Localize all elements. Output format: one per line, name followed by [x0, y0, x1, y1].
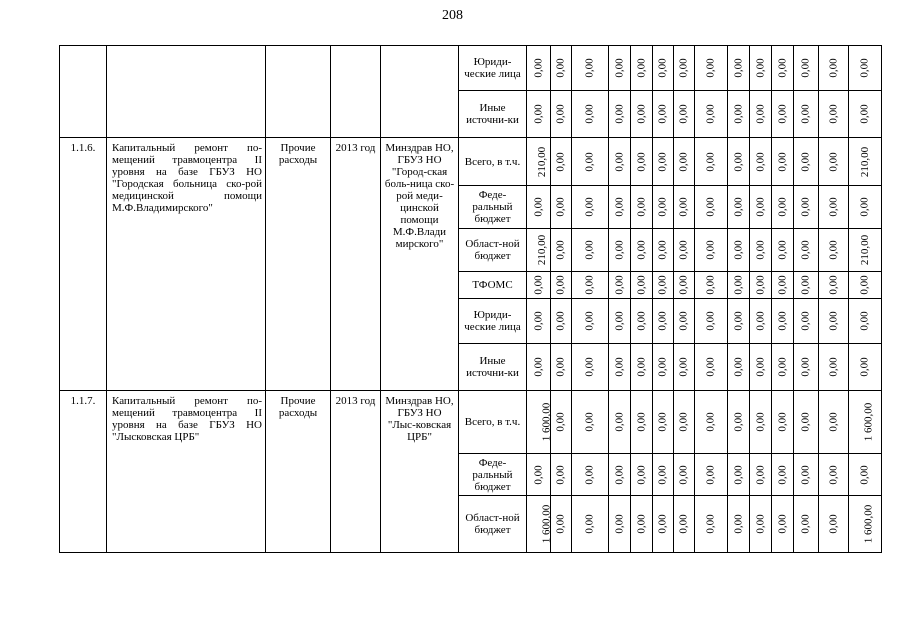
value-cell: 0,00 — [527, 91, 551, 138]
value-cell: 0,00 — [631, 229, 653, 272]
value-cell: 0,00 — [631, 344, 653, 391]
value-cell: 0,00 — [819, 391, 849, 454]
value-cell: 0,00 — [631, 299, 653, 344]
value-cell: 0,00 — [772, 496, 794, 553]
value-cell: 0,00 — [750, 186, 772, 229]
value-cell: 0,00 — [527, 454, 551, 496]
value-cell: 0,00 — [772, 91, 794, 138]
value-cell: 0,00 — [609, 229, 631, 272]
value-cell: 0,00 — [695, 496, 728, 553]
value-cell: 0,00 — [695, 46, 728, 91]
value-cell: 0,00 — [527, 299, 551, 344]
item-year: 2013 год — [331, 138, 381, 391]
value-cell: 0,00 — [728, 91, 750, 138]
value-cell: 0,00 — [551, 391, 572, 454]
value-cell: 0,00 — [728, 299, 750, 344]
value-cell: 0,00 — [772, 229, 794, 272]
value-cell: 0,00 — [750, 454, 772, 496]
value-cell: 0,00 — [695, 91, 728, 138]
value-cell: 1 600,00 — [849, 391, 882, 454]
value-cell: 0,00 — [728, 454, 750, 496]
value-cell: 0,00 — [728, 496, 750, 553]
value-cell: 0,00 — [728, 46, 750, 91]
value-cell: 0,00 — [674, 496, 695, 553]
value-cell: 0,00 — [572, 496, 609, 553]
value-cell: 0,00 — [609, 186, 631, 229]
value-cell: 0,00 — [819, 186, 849, 229]
value-cell: 0,00 — [819, 344, 849, 391]
source-cell: Юриди-ческие лица — [459, 299, 527, 344]
item-executor: Минздрав НО, ГБУЗ НО "Лыс-ковская ЦРБ" — [381, 391, 459, 553]
item-year: 2013 год — [331, 391, 381, 553]
table-row — [60, 46, 882, 91]
value-cell: 0,00 — [750, 299, 772, 344]
value-cell: 0,00 — [674, 454, 695, 496]
value-cell: 0,00 — [551, 272, 572, 299]
value-cell: 0,00 — [728, 344, 750, 391]
value-cell: 0,00 — [728, 391, 750, 454]
value-cell: 0,00 — [750, 46, 772, 91]
value-cell: 0,00 — [772, 186, 794, 229]
value-cell: 0,00 — [572, 138, 609, 186]
table-row — [60, 391, 882, 454]
value-cell: 0,00 — [631, 496, 653, 553]
value-cell: 0,00 — [674, 186, 695, 229]
table-row — [60, 138, 882, 186]
value-cell: 0,00 — [572, 344, 609, 391]
value-cell: 0,00 — [794, 454, 819, 496]
value-cell: 0,00 — [609, 138, 631, 186]
value-cell: 0,00 — [750, 272, 772, 299]
value-cell: 0,00 — [631, 391, 653, 454]
value-cell: 0,00 — [527, 272, 551, 299]
expense-cell — [266, 46, 331, 138]
value-cell: 0,00 — [794, 344, 819, 391]
value-cell: 0,00 — [794, 229, 819, 272]
value-cell: 0,00 — [772, 138, 794, 186]
value-cell: 0,00 — [794, 138, 819, 186]
value-cell: 0,00 — [609, 454, 631, 496]
value-cell: 0,00 — [772, 46, 794, 91]
value-cell: 0,00 — [674, 46, 695, 91]
value-cell: 0,00 — [794, 186, 819, 229]
value-cell: 0,00 — [631, 46, 653, 91]
value-cell: 0,00 — [695, 186, 728, 229]
budget-table — [59, 45, 882, 553]
value-cell: 0,00 — [819, 272, 849, 299]
value-cell: 0,00 — [551, 91, 572, 138]
value-cell: 0,00 — [794, 91, 819, 138]
value-cell: 210,00 — [527, 138, 551, 186]
year-cell — [331, 46, 381, 138]
value-cell: 0,00 — [819, 496, 849, 553]
value-cell: 0,00 — [728, 138, 750, 186]
value-cell: 0,00 — [572, 272, 609, 299]
value-cell: 0,00 — [674, 229, 695, 272]
value-cell: 0,00 — [674, 344, 695, 391]
value-cell: 0,00 — [551, 299, 572, 344]
value-cell: 0,00 — [551, 454, 572, 496]
value-cell: 0,00 — [653, 91, 674, 138]
value-cell: 0,00 — [653, 138, 674, 186]
executor-cell — [381, 46, 459, 138]
value-cell: 0,00 — [750, 391, 772, 454]
source-cell: Област-ной бюджет — [459, 229, 527, 272]
value-cell: 0,00 — [772, 272, 794, 299]
item-name: Капитальный ремонт по-мещений травмоцентра II уровня на базе ГБУЗ НО "Лысковская ЦРБ" — [107, 391, 266, 553]
value-cell: 0,00 — [572, 91, 609, 138]
code-cell — [60, 46, 107, 138]
value-cell: 0,00 — [849, 454, 882, 496]
page-number: 208 — [442, 8, 463, 23]
expense-type: Прочие расходы — [266, 391, 331, 553]
value-cell: 0,00 — [794, 46, 819, 91]
value-cell: 0,00 — [674, 91, 695, 138]
source-cell: Феде-ральный бюджет — [459, 454, 527, 496]
value-cell: 0,00 — [631, 272, 653, 299]
value-cell: 0,00 — [609, 496, 631, 553]
value-cell: 0,00 — [572, 391, 609, 454]
value-cell: 0,00 — [653, 229, 674, 272]
value-cell: 0,00 — [609, 272, 631, 299]
value-cell: 0,00 — [609, 391, 631, 454]
source-cell: Всего, в т.ч. — [459, 391, 527, 454]
source-cell: Юриди-ческие лица — [459, 46, 527, 91]
value-cell: 0,00 — [819, 229, 849, 272]
value-cell: 0,00 — [728, 272, 750, 299]
value-cell: 0,00 — [653, 391, 674, 454]
value-cell: 0,00 — [750, 91, 772, 138]
value-cell: 0,00 — [653, 496, 674, 553]
value-cell: 0,00 — [653, 344, 674, 391]
value-cell: 0,00 — [609, 344, 631, 391]
value-cell: 0,00 — [653, 272, 674, 299]
value-cell: 0,00 — [674, 272, 695, 299]
value-cell: 0,00 — [849, 91, 882, 138]
value-cell: 0,00 — [695, 344, 728, 391]
source-cell: Феде-ральный бюджет — [459, 186, 527, 229]
value-cell: 0,00 — [819, 454, 849, 496]
value-cell: 0,00 — [527, 344, 551, 391]
value-cell: 0,00 — [572, 299, 609, 344]
source-cell: Област-ной бюджет — [459, 496, 527, 553]
value-cell: 0,00 — [551, 229, 572, 272]
value-cell: 0,00 — [695, 391, 728, 454]
value-cell: 0,00 — [849, 272, 882, 299]
value-cell: 0,00 — [750, 229, 772, 272]
value-cell: 210,00 — [849, 229, 882, 272]
value-cell: 0,00 — [572, 454, 609, 496]
value-cell: 0,00 — [674, 391, 695, 454]
source-cell: ТФОМС — [459, 272, 527, 299]
value-cell: 0,00 — [527, 46, 551, 91]
value-cell: 0,00 — [551, 138, 572, 186]
value-cell: 0,00 — [674, 299, 695, 344]
item-executor: Минздрав НО, ГБУЗ НО "Город-ская боль-ница ско-рой меди-цинской помощи М.Ф.Влади мирского" — [381, 138, 459, 391]
value-cell: 0,00 — [551, 186, 572, 229]
value-cell: 0,00 — [695, 299, 728, 344]
value-cell: 0,00 — [631, 186, 653, 229]
value-cell: 0,00 — [794, 272, 819, 299]
value-cell: 0,00 — [527, 186, 551, 229]
value-cell: 0,00 — [695, 272, 728, 299]
value-cell: 0,00 — [728, 229, 750, 272]
value-cell: 0,00 — [631, 138, 653, 186]
value-cell: 0,00 — [794, 496, 819, 553]
value-cell: 0,00 — [609, 299, 631, 344]
value-cell: 0,00 — [695, 138, 728, 186]
item-code: 1.1.6. — [60, 138, 107, 391]
value-cell: 0,00 — [609, 91, 631, 138]
source-cell: Иные источни-ки — [459, 91, 527, 138]
value-cell: 1 600,00 — [527, 496, 551, 553]
value-cell: 0,00 — [819, 91, 849, 138]
value-cell: 0,00 — [551, 46, 572, 91]
value-cell: 0,00 — [653, 454, 674, 496]
value-cell: 0,00 — [819, 299, 849, 344]
value-cell: 0,00 — [695, 454, 728, 496]
value-cell: 0,00 — [849, 299, 882, 344]
value-cell: 0,00 — [631, 454, 653, 496]
value-cell: 0,00 — [551, 344, 572, 391]
value-cell: 0,00 — [772, 454, 794, 496]
value-cell: 0,00 — [653, 186, 674, 229]
name-cell — [107, 46, 266, 138]
value-cell: 0,00 — [572, 229, 609, 272]
value-cell: 0,00 — [772, 344, 794, 391]
value-cell: 0,00 — [572, 46, 609, 91]
value-cell: 1 600,00 — [849, 496, 882, 553]
expense-type: Прочие расходы — [266, 138, 331, 391]
value-cell: 0,00 — [674, 138, 695, 186]
value-cell: 0,00 — [849, 186, 882, 229]
value-cell: 0,00 — [819, 46, 849, 91]
value-cell: 0,00 — [849, 344, 882, 391]
value-cell: 0,00 — [631, 91, 653, 138]
value-cell: 0,00 — [849, 46, 882, 91]
value-cell: 0,00 — [609, 46, 631, 91]
value-cell: 0,00 — [750, 138, 772, 186]
value-cell: 210,00 — [527, 229, 551, 272]
item-name: Капитальный ремонт по-мещений травмоцентра II уровня на базе ГБУЗ НО "Городская больница ско-рой медицинской помощи М.Ф.Владимирского" — [107, 138, 266, 391]
value-cell: 0,00 — [653, 46, 674, 91]
value-cell: 0,00 — [551, 496, 572, 553]
value-cell: 0,00 — [772, 299, 794, 344]
value-cell: 210,00 — [849, 138, 882, 186]
item-code: 1.1.7. — [60, 391, 107, 553]
value-cell: 0,00 — [653, 299, 674, 344]
source-cell: Иные источни-ки — [459, 344, 527, 391]
source-cell: Всего, в т.ч. — [459, 138, 527, 186]
value-cell: 0,00 — [794, 299, 819, 344]
value-cell: 0,00 — [772, 391, 794, 454]
value-cell: 0,00 — [819, 138, 849, 186]
value-cell: 0,00 — [572, 186, 609, 229]
value-cell: 0,00 — [750, 344, 772, 391]
value-cell: 0,00 — [794, 391, 819, 454]
value-cell: 0,00 — [728, 186, 750, 229]
value-cell: 1 600,00 — [527, 391, 551, 454]
value-cell: 0,00 — [695, 229, 728, 272]
value-cell: 0,00 — [750, 496, 772, 553]
